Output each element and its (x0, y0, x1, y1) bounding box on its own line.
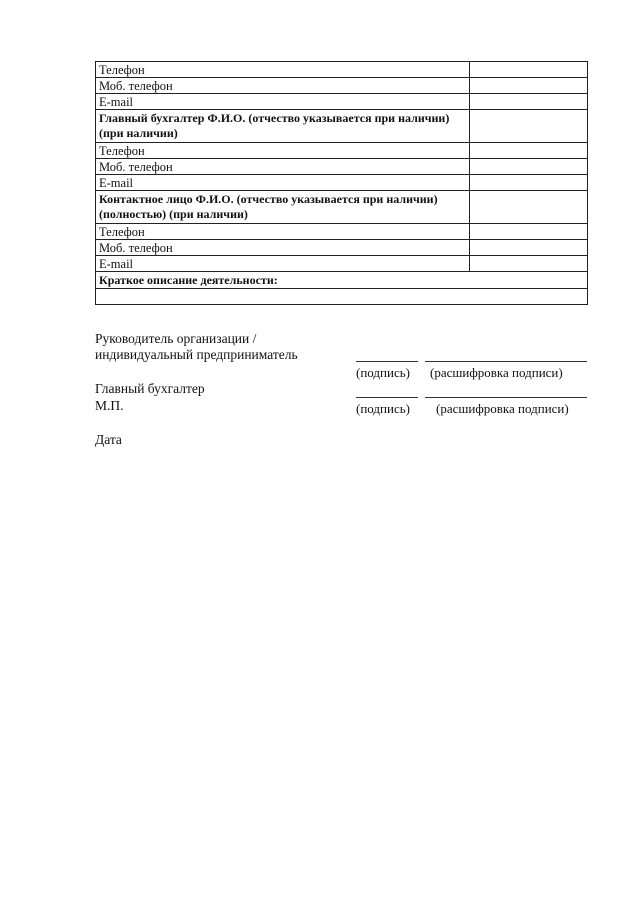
accountant-signature-decoding-line[interactable] (425, 397, 587, 398)
table-row (96, 78, 588, 94)
head-signature-caption: (подпись) (356, 365, 410, 380)
table-row (96, 175, 588, 191)
chief-accountant-label: Главный бухгалтер (95, 381, 205, 396)
row-value-cell[interactable] (470, 191, 588, 224)
row-value-cell[interactable] (470, 94, 588, 110)
row-label: Главный бухгалтер Ф.И.О. (отчество указывается при наличии) (при наличии) (96, 110, 470, 143)
row-value-cell[interactable] (470, 256, 588, 272)
row-label: Краткое описание деятельности: (96, 272, 588, 289)
head-signature-decoding-line[interactable] (425, 361, 587, 362)
row-label: Моб. телефон (96, 78, 470, 94)
table-row (96, 191, 588, 224)
row-label: E-mail (96, 175, 470, 191)
row-value-cell[interactable] (470, 240, 588, 256)
row-label: E-mail (96, 94, 470, 110)
table-row (96, 289, 588, 305)
row-value-cell[interactable] (470, 143, 588, 159)
organization-details-table (95, 61, 588, 305)
row-label: Контактное лицо Ф.И.О. (отчество указывается при наличии) (полностью) (при наличии) (96, 191, 470, 224)
row-value-cell[interactable] (470, 175, 588, 191)
row-value-cell[interactable] (470, 110, 588, 143)
date-label: Дата (95, 432, 122, 447)
head-of-organization-label-line2: индивидуальный предприниматель (95, 347, 298, 362)
head-signature-line[interactable] (356, 361, 418, 362)
head-of-organization-label-line1: Руководитель организации / (95, 331, 257, 346)
head-decoding-caption: (расшифровка подписи) (430, 365, 563, 380)
row-value-cell[interactable] (470, 78, 588, 94)
row-value-cell[interactable] (470, 159, 588, 175)
accountant-signature-caption: (подпись) (356, 401, 410, 416)
table-row (96, 143, 588, 159)
table-row (96, 224, 588, 240)
row-label: Телефон (96, 143, 470, 159)
accountant-signature-line[interactable] (356, 397, 418, 398)
table-row (96, 110, 588, 143)
row-label: Телефон (96, 62, 470, 78)
row-label (96, 289, 588, 305)
stamp-label: М.П. (95, 398, 124, 413)
row-value-cell[interactable] (470, 224, 588, 240)
table-row (96, 272, 588, 289)
accountant-decoding-caption: (расшифровка подписи) (436, 401, 569, 416)
row-label: Моб. телефон (96, 159, 470, 175)
table-row (96, 159, 588, 175)
table-body (96, 62, 588, 305)
table-row (96, 94, 588, 110)
table-row (96, 256, 588, 272)
row-label: E-mail (96, 256, 470, 272)
table-row (96, 62, 588, 78)
row-label: Моб. телефон (96, 240, 470, 256)
table-row (96, 240, 588, 256)
row-label: Телефон (96, 224, 470, 240)
row-value-cell[interactable] (470, 62, 588, 78)
